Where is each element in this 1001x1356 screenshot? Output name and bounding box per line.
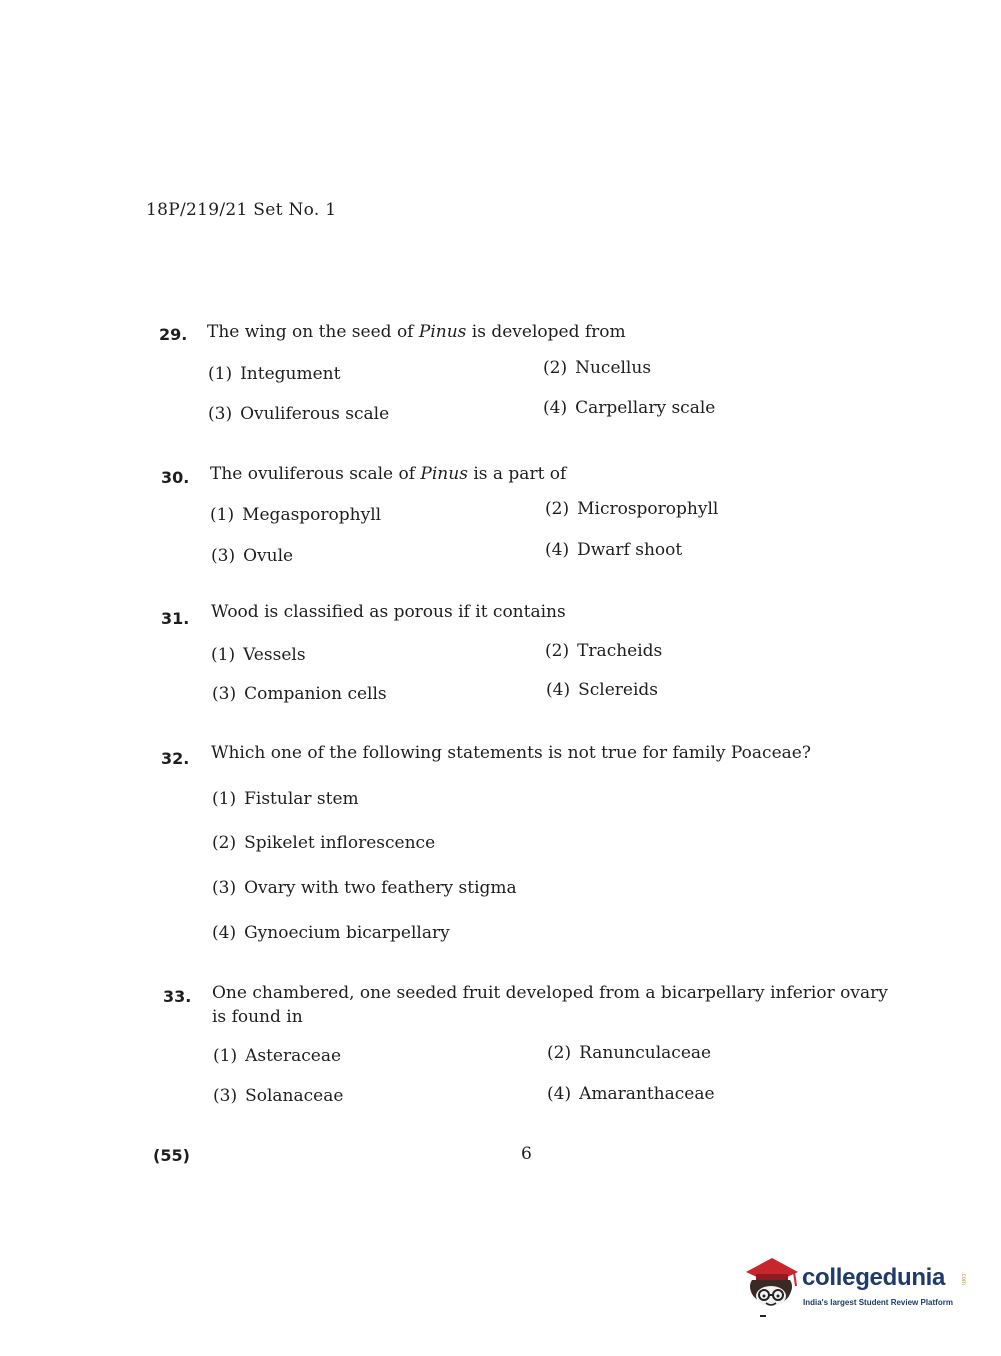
option-32-1: (1) Fistular stem — [212, 789, 359, 809]
option-31-3: (3) Companion cells — [212, 684, 387, 704]
question-number: 32. — [161, 749, 190, 768]
option-30-3: (3) Ovule — [211, 546, 294, 566]
question-number: 31. — [161, 609, 190, 628]
option-29-4: (4) Carpellary scale — [543, 398, 716, 418]
question-text: The ovuliferous scale of Pinus is a part of — [210, 464, 567, 484]
question-text: Wood is classified as porous if it contains — [211, 602, 566, 622]
question-number: 30. — [161, 468, 190, 487]
pinus-italic: Pinus — [418, 322, 467, 342]
pinus-italic: Pinus — [420, 464, 468, 484]
collegedunia-logo — [742, 1250, 972, 1320]
footer-code: (55) — [153, 1146, 190, 1165]
option-31-2: (2) Tracheids — [545, 641, 663, 661]
option-29-3: (3) Ovuliferous scale — [208, 404, 390, 424]
option-33-3: (3) Solanaceae — [213, 1086, 344, 1106]
option-30-4: (4) Dwarf shoot — [545, 540, 683, 560]
brand-tagline: India's largest Student Review Platform — [803, 1298, 953, 1307]
option-32-2: (2) Spikelet inflorescence — [212, 833, 436, 853]
option-33-4: (4) Amaranthaceae — [547, 1084, 715, 1104]
question-text: The wing on the seed of Pinus is developed from — [207, 322, 626, 342]
question-text: One chambered, one seeded fruit developed from a bicarpellary inferior ovary is found in — [212, 983, 888, 1027]
option-30-1: (1) Megasporophyll — [210, 505, 382, 525]
paper-code: 18P/219/21 Set No. 1 — [146, 200, 337, 220]
graduate-mascot-icon — [742, 1250, 802, 1320]
page-number: 6 — [521, 1144, 532, 1164]
option-33-1: (1) Asteraceae — [213, 1046, 342, 1066]
question-text: Which one of the following statements is not true for family Poaceae? — [211, 743, 811, 763]
option-30-2: (2) Microsporophyll — [545, 499, 719, 519]
option-29-1: (1) Integument — [208, 364, 341, 384]
option-33-2: (2) Ranunculaceae — [547, 1043, 712, 1063]
question-number: 29. — [159, 325, 188, 344]
brand-name: collegedunia — [802, 1264, 946, 1291]
brand-dotcom: .com — [960, 1272, 966, 1286]
option-32-4: (4) Gynoecium bicarpellary — [212, 923, 450, 943]
option-29-2: (2) Nucellus — [543, 358, 652, 378]
option-31-1: (1) Vessels — [211, 645, 306, 665]
question-number: 33. — [163, 987, 192, 1006]
option-32-3: (3) Ovary with two feathery stigma — [212, 878, 517, 898]
option-31-4: (4) Sclereids — [546, 680, 658, 700]
